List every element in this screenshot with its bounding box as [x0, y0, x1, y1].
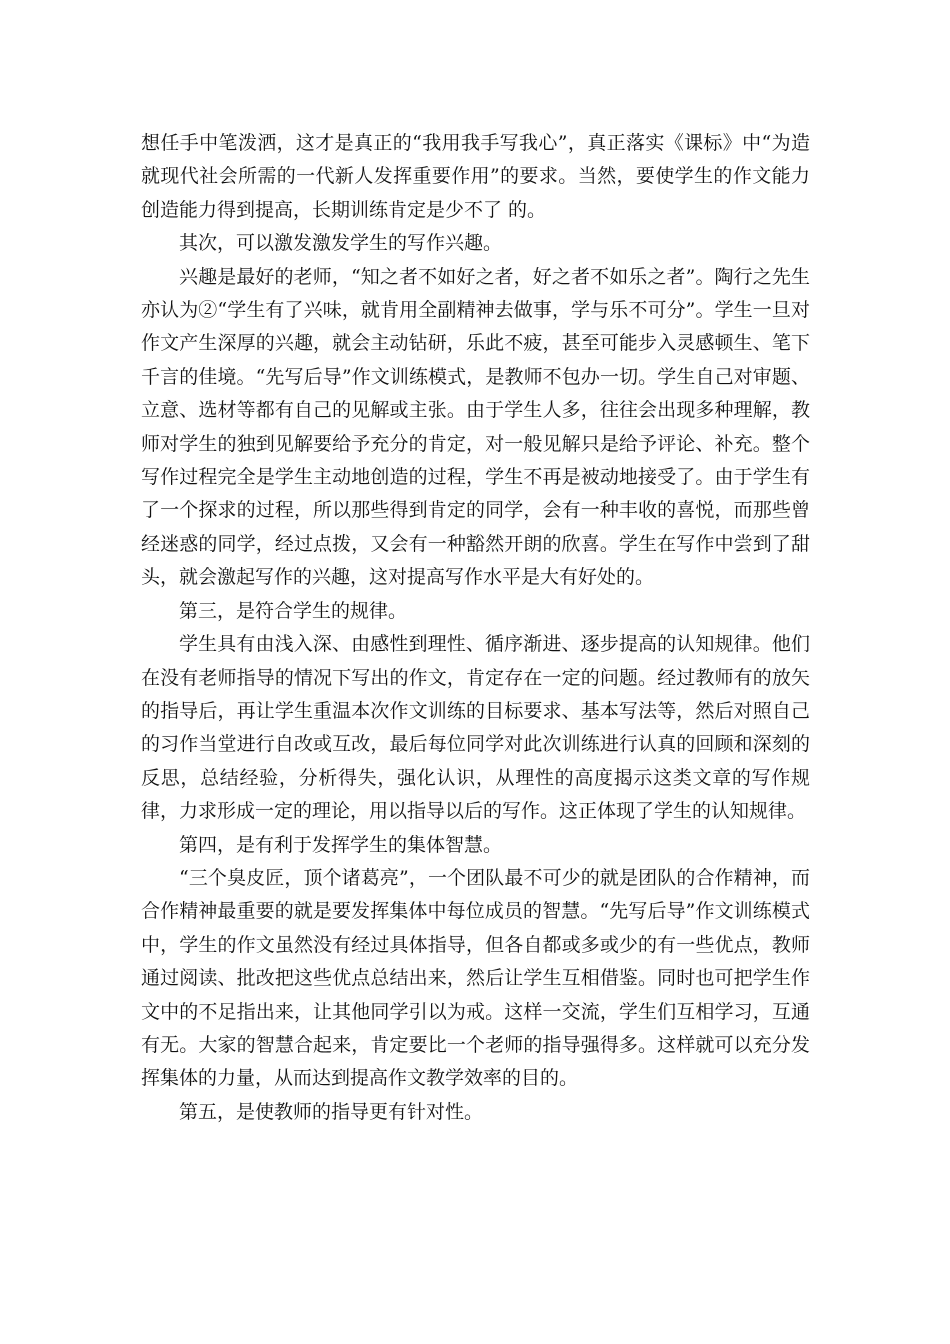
- paragraph-heading-fourth: 第四，是有利于发挥学生的集体智慧。: [179, 833, 503, 856]
- paragraph-heading-third: 第三，是符合学生的规律。: [179, 599, 408, 622]
- paragraph-heading-fifth: 第五，是使教师的指导更有针对性。: [179, 1100, 484, 1123]
- paragraph-cognitive-law: 学生具有由浅入深、由感性到理性、循序渐进、逐步提高的认知规律。他们在没有老师指导的情况下写出的作文，肯定存在一定的问题。经过教师有的放矢的指导后，再让学生重温本次作文训练的目标要求、基本写法等，然后对照自己的习作当堂进行自改或互改，最后每位同学对此次训练进行认真的回顾和深刻的反思，总结经验，分析得失，强化认识，从理性的高度揭示这类文章的写作规律，力求形成一定的理论，用以指导以后的写作。这正体现了学生的认知规律。: [141, 633, 810, 823]
- paragraph-heading-second: 其次，可以激发激发学生的写作兴趣。: [179, 232, 503, 255]
- paragraph-collective-wisdom: “三个臭皮匠，顶个诸葛亮”，一个团队最不可少的就是团队的合作精神，而合作精神最重要的就是要发挥集体中每位成员的智慧。“先写后导”作文训练模式中，学生的作文虽然没有经过具体指导，但各自都或多或少的有一些优点，教师通过阅读、批改把这些优点总结出来，然后让学生互相借鉴。同时也可把学生作文中的不足指出来，让其他同学引以为戒。这样一交流，学生们互相学习，互通有无。大家的智慧合起来，肯定要比一个老师的指导强得多。这样就可以充分发挥集体的力量，从而达到提高作文教学效率的目的。: [141, 866, 810, 1090]
- paragraph-continuation: 想任手中笔泼洒，这才是真正的“我用我手写我心”，真正落实《课标》中“为造就现代社会所需的一代新人发挥重要作用”的要求。当然，要使学生的作文能力创造能力得到提高，长期训练肯定是少不了 的。: [141, 132, 810, 221]
- paragraph-interest: 兴趣是最好的老师，“知之者不如好之者，好之者不如乐之者”。陶行之先生亦认为②“学生有了兴味，就肯用全副精神去做事，学与乐不可分”。学生一旦对作文产生深厚的兴趣，就会主动钻研，乐此不疲，甚至可能步入灵感顿生、笔下千言的佳境。“先写后导”作文训练模式，是教师不包办一切。学生自己对审题、立意、选材等都有自己的见解或主张。由于学生人多，往往会出现多种理解，教师对学生的独到见解要给予充分的肯定，对一般见解只是给予评论、补充。整个写作过程完全是学生主动地创造的过程，学生不再是被动地接受了。由于学生有了一个探求的过程，所以那些得到肯定的同学，会有一种丰收的喜悦，而那些曾经迷惑的同学，经过点拨，又会有一种豁然开朗的欣喜。学生在写作中尝到了甜头，就会激起写作的兴趣，这对提高写作水平是大有好处的。: [141, 265, 810, 589]
